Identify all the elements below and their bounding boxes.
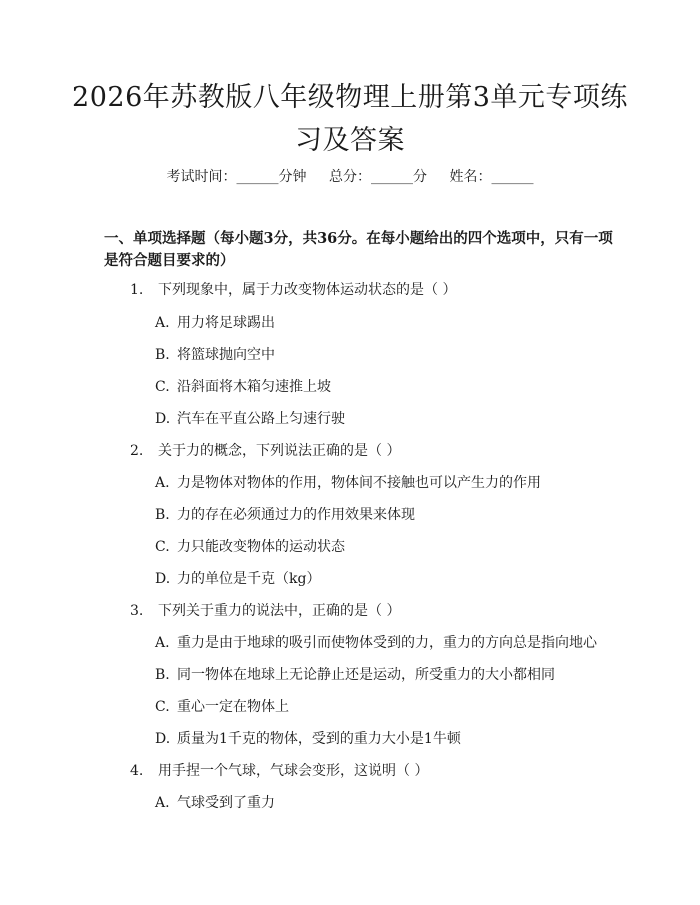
question-3-option-b: [155, 665, 555, 685]
question-1-option-d: [155, 409, 345, 429]
question-number: 4.: [130, 763, 144, 779]
option-letter: A.: [155, 635, 170, 651]
option-letter: B.: [155, 347, 170, 363]
option-text: 力是物体对物体的作用，物体间不接触也可以产生力的作用: [177, 475, 541, 491]
option-letter: A.: [155, 475, 170, 491]
option-letter: D.: [155, 571, 171, 587]
question-2-option-d: [155, 569, 320, 589]
total-score-label: 总分：: [329, 169, 371, 185]
question-2-option-b: [155, 505, 415, 525]
option-text: 质量为1千克的物体，受到的重力大小是1牛顿: [177, 731, 461, 747]
total-score-field: [329, 169, 427, 185]
exam-time-label: 考试时间：: [166, 169, 237, 185]
option-letter: B.: [155, 667, 170, 683]
question-text: 下列关于重力的说法中，正确的是（ ）: [158, 603, 401, 619]
exam-time-field: [167, 169, 307, 185]
question-text: 下列现象中，属于力改变物体运动状态的是（ ）: [158, 282, 457, 298]
section-heading: 一、单项选择题（每小题3分，共36分。在每小题给出的四个选项中，只有一项是符合题目要求的）: [104, 230, 613, 269]
question-number: 1.: [130, 282, 144, 298]
option-letter: C.: [155, 539, 170, 555]
exam-meta-line: [0, 167, 700, 187]
question-2-option-a: [155, 473, 541, 493]
exam-time-blank: ______: [236, 169, 279, 185]
option-text: 用力将足球踢出: [177, 315, 275, 331]
question-1-option-a: [155, 313, 275, 333]
option-text: 汽车在平直公路上匀速行驶: [177, 411, 345, 427]
total-score-unit: 分: [413, 169, 427, 185]
question-4-stem: [130, 761, 428, 781]
question-2-option-c: [155, 537, 345, 557]
question-1-option-b: [155, 345, 275, 365]
option-letter: D.: [155, 411, 171, 427]
question-3-stem: [130, 601, 400, 621]
document-title: 2026年苏教版八年级物理上册第3单元专项练习及答案: [72, 82, 628, 156]
option-letter: C.: [155, 379, 170, 395]
question-text: 用手捏一个气球，气球会变形，这说明（ ）: [158, 763, 429, 779]
question-number: 2.: [130, 443, 144, 459]
total-score-blank: ______: [371, 169, 413, 185]
option-letter: C.: [155, 699, 170, 715]
option-text: 重心一定在物体上: [177, 699, 289, 715]
question-3-option-d: [155, 729, 461, 749]
question-1-option-c: [155, 377, 331, 397]
student-name-label: 姓名：: [449, 169, 492, 185]
option-text: 气球受到了重力: [177, 795, 275, 811]
option-text: 重力是由于地球的吸引而使物体受到的力，重力的方向总是指向地心: [177, 635, 597, 651]
option-letter: D.: [155, 731, 171, 747]
question-3-option-a: [155, 633, 597, 653]
option-text: 力只能改变物体的运动状态: [177, 539, 345, 555]
option-text: 将篮球抛向空中: [177, 347, 275, 363]
question-1-stem: [130, 280, 456, 300]
student-name-field: [449, 169, 533, 185]
option-text: 力的存在必须通过力的作用效果来体现: [177, 507, 415, 523]
exam-time-unit: 分钟: [278, 169, 307, 185]
option-text: 沿斜面将木箱匀速推上坡: [177, 379, 331, 395]
option-letter: A.: [155, 315, 170, 331]
option-text: 力的单位是千克（kg）: [177, 571, 321, 587]
question-4-option-a: [155, 793, 275, 813]
question-text: 关于力的概念，下列说法正确的是（ ）: [158, 443, 401, 459]
option-letter: A.: [155, 795, 170, 811]
option-letter: B.: [155, 507, 170, 523]
question-number: 3.: [130, 603, 144, 619]
student-name-blank: ______: [491, 169, 534, 185]
question-2-stem: [130, 441, 400, 461]
question-3-option-c: [155, 697, 289, 717]
option-text: 同一物体在地球上无论静止还是运动，所受重力的大小都相同: [177, 667, 555, 683]
